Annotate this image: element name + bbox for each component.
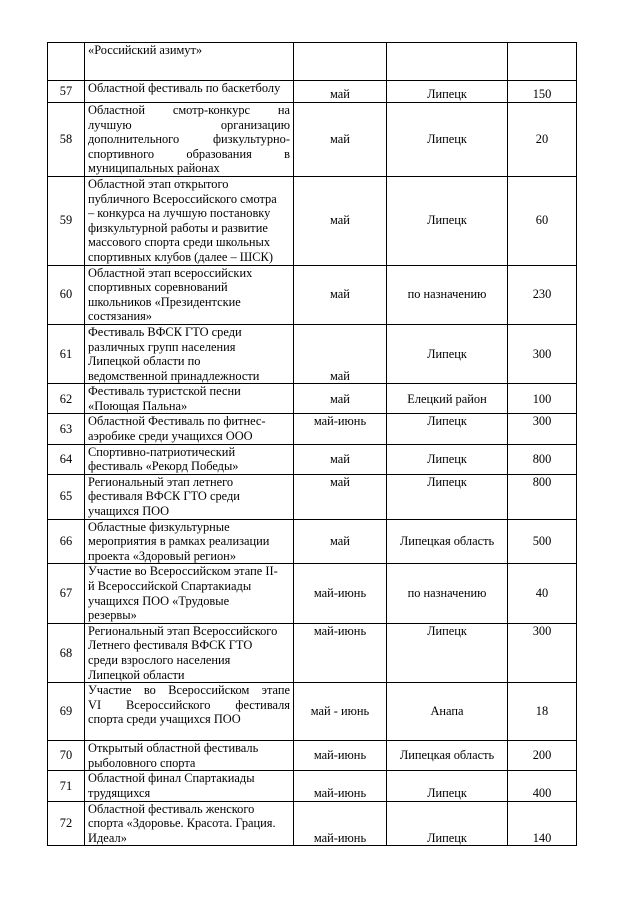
table-row — [48, 414, 577, 444]
event-term: май — [294, 444, 387, 474]
event-place: Липецк — [387, 324, 508, 383]
event-name-line: мероприятия в рамках реализации — [88, 534, 270, 549]
row-number: 59 — [48, 176, 85, 265]
event-term: май-июнь — [294, 623, 387, 682]
event-place: Липецкая область — [387, 741, 508, 771]
participants-count: 60 — [508, 176, 577, 265]
row-number: 66 — [48, 519, 85, 564]
event-name-line: спортивных соревнований — [88, 280, 228, 295]
event-place: Липецк — [387, 771, 508, 801]
participants-count: 150 — [508, 81, 577, 103]
event-name-line: ведомственной принадлежности — [88, 368, 260, 383]
table-row — [48, 103, 577, 177]
event-name-line: дополнительного физкультурно- — [88, 132, 290, 147]
event-term: май — [294, 103, 387, 177]
event-term: май - июнь — [294, 683, 387, 741]
event-name — [85, 519, 294, 564]
participants-count: 100 — [508, 384, 577, 414]
participants-count: 800 — [508, 474, 577, 519]
event-name-line: аэробике среди учащихся ООО — [88, 429, 253, 444]
participants-count: 400 — [508, 771, 577, 801]
event-name-line: Фестиваль туристской песни — [88, 384, 241, 399]
events-table — [47, 42, 577, 846]
table-row — [48, 384, 577, 414]
row-number: 70 — [48, 741, 85, 771]
event-name — [85, 81, 294, 103]
row-number: 71 — [48, 771, 85, 801]
table-row — [48, 324, 577, 383]
row-number: 64 — [48, 444, 85, 474]
event-name-line: фестиваля ВФСК ГТО среди — [88, 489, 240, 504]
event-term: май-июнь — [294, 771, 387, 801]
event-place: Липецк — [387, 801, 508, 846]
event-name-line: Областной Фестиваль по фитнес- — [88, 414, 266, 429]
event-name-line: VI Всероссийского фестиваля — [88, 697, 290, 712]
event-place: Елецкий район — [387, 384, 508, 414]
event-name — [85, 43, 294, 81]
event-term: май — [294, 324, 387, 383]
event-term — [294, 43, 387, 81]
row-number: 57 — [48, 81, 85, 103]
event-place: Липецк — [387, 81, 508, 103]
event-name — [85, 265, 294, 324]
event-term: май — [294, 81, 387, 103]
event-place: Липецк — [387, 444, 508, 474]
event-place: Липецк — [387, 103, 508, 177]
event-name-line: Региональный этап Всероссийского — [88, 623, 278, 638]
event-name-line: «Поющая Пальна» — [88, 398, 188, 413]
event-place: Липецк — [387, 623, 508, 682]
event-name-line: Открытый областной фестиваль — [88, 741, 259, 756]
event-term: май — [294, 519, 387, 564]
event-name — [85, 384, 294, 414]
event-name-line: Областной фестиваль по баскетболу — [88, 81, 281, 95]
table-row — [48, 623, 577, 682]
row-number: 62 — [48, 384, 85, 414]
participants-count: 18 — [508, 683, 577, 741]
event-name-line: Областной фестиваль женского — [88, 801, 255, 816]
event-name-line: спортивных клубов (далее – ШСК) — [88, 249, 273, 264]
row-number: 68 — [48, 623, 85, 682]
event-term: май-июнь — [294, 741, 387, 771]
event-name-line: учащихся ПОО «Трудовые — [88, 593, 230, 608]
event-name — [85, 801, 294, 846]
event-name-line: спортивного образования в — [88, 146, 290, 161]
participants-count: 140 — [508, 801, 577, 846]
event-name-line: Спортивно-патриотический — [88, 444, 236, 459]
row-number: 67 — [48, 564, 85, 623]
table-row — [48, 801, 577, 846]
event-name — [85, 324, 294, 383]
table-row — [48, 265, 577, 324]
event-name-line: Липецкой области — [88, 667, 185, 682]
event-name-line: различных групп населения — [88, 339, 236, 354]
event-name-line: Областной смотр-конкурс на — [88, 103, 290, 117]
event-name-line: фестиваль «Рекорд Победы» — [88, 459, 239, 474]
event-name — [85, 103, 294, 177]
event-term: май-июнь — [294, 564, 387, 623]
event-name-line: трудящихся — [88, 785, 151, 800]
event-name — [85, 683, 294, 741]
event-name — [85, 623, 294, 682]
event-term: май-июнь — [294, 801, 387, 846]
event-name — [85, 444, 294, 474]
event-name-line: Летнего фестиваля ВФСК ГТО — [88, 638, 253, 653]
participants-count: 300 — [508, 414, 577, 444]
table-row — [48, 176, 577, 265]
table-row — [48, 474, 577, 519]
row-number: 72 — [48, 801, 85, 846]
event-name — [85, 414, 294, 444]
event-name — [85, 474, 294, 519]
event-name-line: Липецкой области по — [88, 354, 201, 369]
row-number: 58 — [48, 103, 85, 177]
event-name-line: состязания» — [88, 309, 153, 324]
event-term: май — [294, 265, 387, 324]
participants-count: 300 — [508, 623, 577, 682]
event-name-line: проекта «Здоровый регион» — [88, 548, 237, 563]
event-place: Липецкая область — [387, 519, 508, 564]
participants-count: 40 — [508, 564, 577, 623]
events-table-body — [48, 43, 577, 846]
participants-count: 800 — [508, 444, 577, 474]
event-term: май — [294, 384, 387, 414]
row-number: 60 — [48, 265, 85, 324]
event-term: май — [294, 474, 387, 519]
event-name-line: среди взрослого населения — [88, 652, 231, 667]
participants-count: 200 — [508, 741, 577, 771]
table-row — [48, 564, 577, 623]
event-place: Липецк — [387, 414, 508, 444]
table-row — [48, 741, 577, 771]
event-name — [85, 564, 294, 623]
participants-count: 20 — [508, 103, 577, 177]
event-term: май-июнь — [294, 414, 387, 444]
table-row — [48, 683, 577, 741]
event-name-line: Участие во Всероссийском этапе II- — [88, 564, 278, 579]
event-name-line: «Российский азимут» — [88, 43, 203, 57]
table-row — [48, 519, 577, 564]
event-place: Анапа — [387, 683, 508, 741]
row-number: 63 — [48, 414, 85, 444]
event-name-line: Областной этап всероссийских — [88, 265, 253, 280]
row-number: 69 — [48, 683, 85, 741]
event-place: Липецк — [387, 176, 508, 265]
event-place: по назначению — [387, 564, 508, 623]
event-name-line: рыболовного спорта — [88, 755, 196, 770]
row-number: 61 — [48, 324, 85, 383]
event-name — [85, 176, 294, 265]
event-name-line: Фестиваль ВФСК ГТО среди — [88, 324, 242, 339]
event-name-line: муниципальных районах — [88, 161, 220, 176]
participants-count — [508, 43, 577, 81]
participants-count: 300 — [508, 324, 577, 383]
row-number: 65 — [48, 474, 85, 519]
event-name-line: физкультурной работы и развитие — [88, 220, 268, 235]
event-name-line: учащихся ПОО — [88, 504, 170, 519]
event-name — [85, 771, 294, 801]
table-row — [48, 444, 577, 474]
row-number — [48, 43, 85, 81]
event-place: по назначению — [387, 265, 508, 324]
event-name-line: Региональный этап летнего — [88, 474, 234, 489]
event-name-line: – конкурса на лучшую постановку — [88, 206, 271, 221]
event-name-line: спорта «Здоровье. Красота. Грация. — [88, 816, 276, 831]
event-name-line: массового спорта среди школьных — [88, 235, 271, 250]
event-name-line: Областные физкультурные — [88, 519, 230, 534]
event-name-line: спорта среди учащихся ПОО — [88, 712, 241, 727]
table-row — [48, 771, 577, 801]
event-place — [387, 43, 508, 81]
event-name-line: й Всероссийской Спартакиады — [88, 579, 252, 593]
event-name — [85, 741, 294, 771]
event-name-line: Идеал» — [88, 830, 127, 845]
table-row — [48, 43, 577, 81]
event-name-line: Областной этап открытого — [88, 176, 229, 191]
event-term: май — [294, 176, 387, 265]
participants-count: 230 — [508, 265, 577, 324]
participants-count: 500 — [508, 519, 577, 564]
event-name-line: публичного Всероссийского смотра — [88, 191, 277, 206]
event-name-line: резервы» — [88, 608, 137, 623]
event-name-line: школьников «Президентские — [88, 294, 241, 309]
event-name-line: Участие во Всероссийском этапе — [88, 683, 290, 698]
event-name-line: Областной финал Спартакиады — [88, 771, 255, 786]
table-row — [48, 81, 577, 103]
event-name-line: лучшую организацию — [88, 117, 290, 132]
event-place: Липецк — [387, 474, 508, 519]
